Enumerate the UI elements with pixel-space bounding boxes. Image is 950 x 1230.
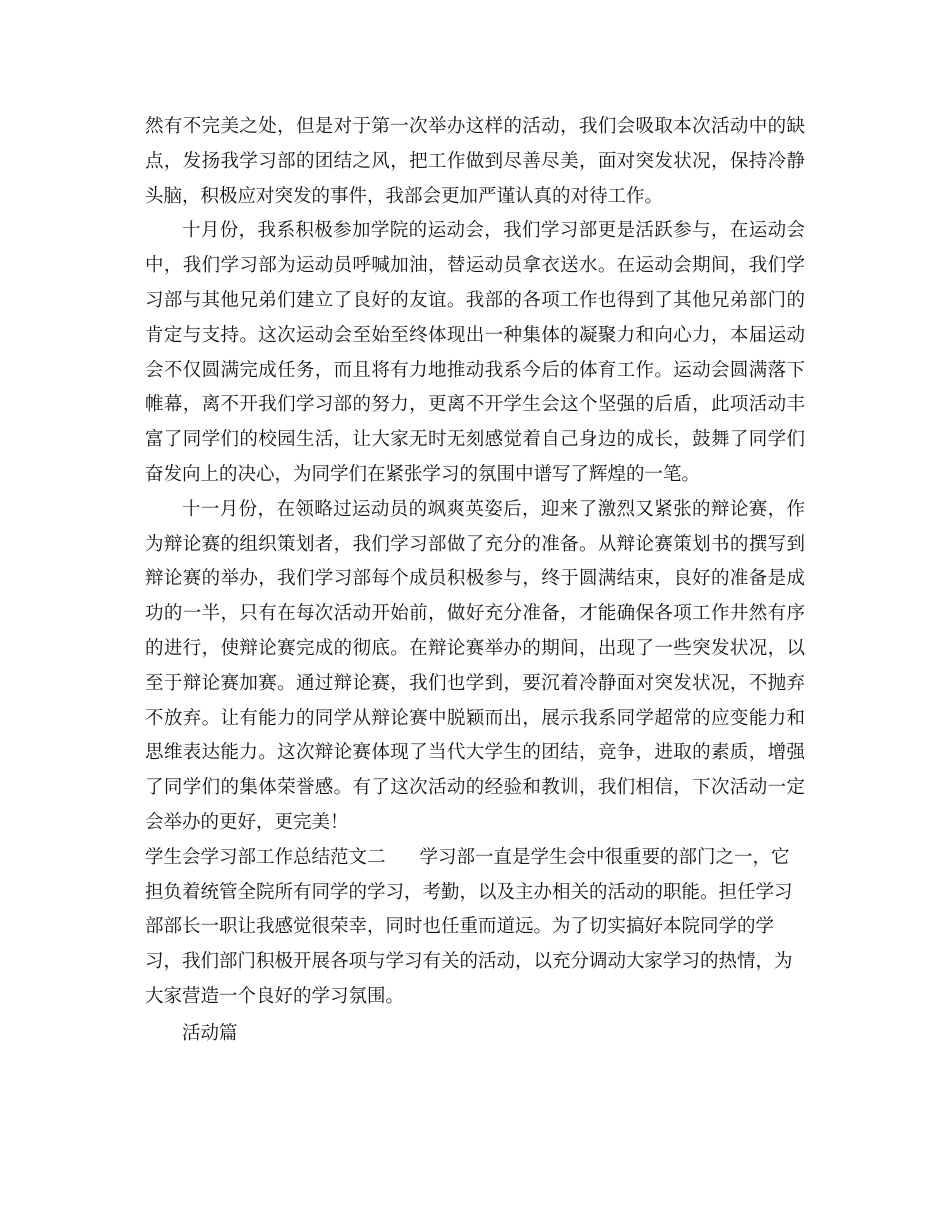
section-title: 学生会学习部工作总结范文二 <box>145 846 386 868</box>
document-body <box>145 110 805 1052</box>
paragraph-continuation: 然有不完美之处，但是对于第一次举办这样的活动，我们会吸取本次活动中的缺点，发扬我学习部的团结之风，把工作做到尽善尽美，面对突发状况，保持冷静头脑，积极应对突发的事件，我部会更加严谨认真的对待工作。 <box>145 116 805 207</box>
paragraph-october: 十月份，我系积极参加学院的运动会，我们学习部更是活跃参与，在运动会中，我们学习部为运动员呼喊加油，替运动员拿衣送水。在运动会期间，我们学习部与其他兄弟们建立了良好的友谊。我部的各项工作也得到了其他兄弟部门的肯定与支持。这次运动会至始至终体现出一种集体的凝聚力和向心力，本届运动会不仅圆满完成任务，而且将有力地推动我系今后的体育工作。运动会圆满落下帷幕，离不开我们学习部的努力，更离不开学生会这个坚强的后盾，此项活动丰富了同学们的校园生活，让大家无时无刻感觉着自己身边的成长，鼓舞了同学们奋发向上的决心，为同学们在紧张学习的氛围中谱写了辉煌的一笔。 <box>145 220 805 485</box>
section-paragraph <box>145 841 805 1015</box>
subheading-activities: 活动篇 <box>182 1022 238 1044</box>
section-intro: 学习部一直是学生会中很重要的部门之一，它担负着统管全院所有同学的学习，考勤，以及主办相关的活动的职能。担任学习部部长一职让我感觉很荣幸，同时也任重而道远。为了切实搞好本院同学的学习，我们部门积极开展各项与学习有关的活动，以充分调动大家学习的热情，为大家营造一个良好的学习氛围。 <box>145 846 793 1007</box>
paragraph-november: 十一月份，在领略过运动员的飒爽英姿后，迎来了激烈又紧张的辩论赛，作为辩论赛的组织策划者，我们学习部做了充分的准备。从辩论赛策划书的撰写到辩论赛的举办，我们学习部每个成员积极参与，终于圆满结束，良好的准备是成功的一半，只有在每次活动开始前，做好充分准备，才能确保各项工作井然有序的进行，使辩论赛完成的彻底。在辩论赛举办的期间，出现了一些突发状况，以至于辩论赛加赛。通过辩论赛，我们也学到，要沉着冷静面对突发状况，不抛弃不放弃。让有能力的同学从辩论赛中脱颖而出，展示我系同学超常的应变能力和思维表达能力。这次辩论赛体现了当代大学生的团结，竞争，进取的素质，增强了同学们的集体荣誉感。有了这次活动的经验和教训，我们相信，下次活动一定会举办的更好，更完美！ <box>145 498 805 833</box>
